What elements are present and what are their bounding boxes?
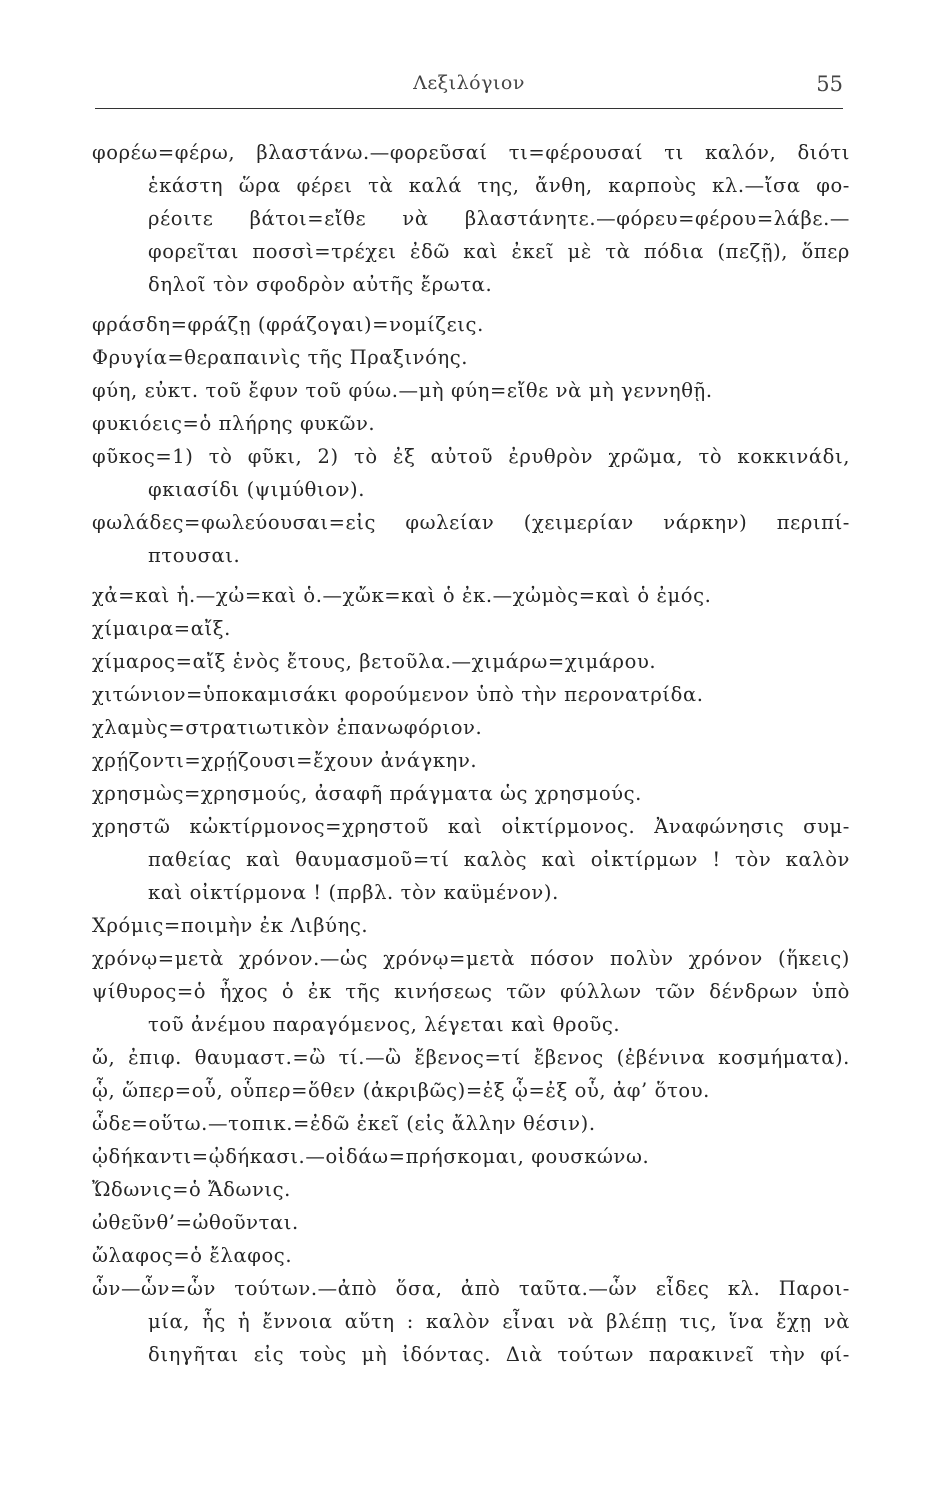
text-line: χρησμὼς=χρησμούς, ἀσαφῆ πράγματα ὡς χρησμούς. (92, 782, 642, 805)
text-line: φράσδη=φράζῃ (φράζογαι)=νομίζεις. (92, 313, 484, 336)
text-line: ᾠδήκαντι=ᾠδήκασι.—οἰδάω=πρήσκομαι, φουσκώνω. (92, 1145, 650, 1168)
text-line: ἑκάστη ὥρα φέρει τὰ καλά της, ἄνθη, καρποὺς κλ.—ἴσα φο- (148, 174, 850, 197)
text-line: πτουσαι. (148, 544, 241, 567)
text-line: διηγῆται εἰς τοὺς μὴ ἰδόντας. Διὰ τούτων παρακινεῖ τὴν φί- (148, 1343, 850, 1366)
text-line: ὠθεῦνθ’=ὠθοῦνται. (92, 1211, 299, 1234)
running-title: Λεξιλόγιον (413, 72, 525, 94)
text-line: φορέω=φέρω, βλαστάνω.—φορεῦσαί τι=φέρουσαί τι καλόν, διότι (92, 141, 850, 164)
text-line: ὤλαφος=ὁ ἔλαφος. (92, 1244, 293, 1267)
running-head (95, 72, 843, 109)
text-line: χιτώνιον=ὑποκαμισάκι φορούμενον ὑπὸ τὴν περονατρίδα. (92, 683, 704, 706)
text-line: Ὤδωνις=ὁ Ἄδωνις. (92, 1178, 291, 1201)
text-line: χίμαρος=αἴξ ἑνὸς ἔτους, βετοῦλα.—χιμάρω=χιμάρου. (92, 650, 657, 673)
text-line: χλαμὺς=στρατιωτικὸν ἐπανωφόριον. (92, 716, 483, 739)
text-line: ᾧ, ὥπερ=οὗ, οὗπερ=ὅθεν (ἀκριβῶς)=ἐξ ᾧ=ἐξ οὗ, ἀφ’ ὅτου. (92, 1079, 710, 1102)
text-line: δηλοῖ τὸν σφοδρὸν αὐτῆς ἔρωτα. (148, 273, 493, 296)
text-line: ὤ, ἐπιφ. θαυμαστ.=ὢ τί.—ὢ ἔβενος=τί ἔβενος (ἐβένινα κοσμήματα). (92, 1046, 850, 1069)
text-line: παθείας καὶ θαυμασμοῦ=τί καλὸς καὶ οἰκτίρμων ! τὸν καλὸν (148, 848, 850, 871)
text-line: χρηστῶ κὠκτίρμονος=χρηστοῦ καὶ οἰκτίρμονος. Ἀναφώνησις συμ- (92, 815, 850, 838)
text-line: χἀ=καὶ ἡ.—χὠ=καὶ ὁ.—χὤκ=καὶ ὁ ἐκ.—χὠμὸς=καὶ ὁ ἐμός. (92, 584, 712, 607)
text-line: φωλάδες=φωλεύουσαι=εἰς φωλείαν (χειμερίαν νάρκην) περιπί- (92, 511, 850, 534)
text-line: χρόνῳ=μετὰ χρόνον.—ὡς χρόνῳ=μετὰ πόσον πολὺν χρόνον (ἥκεις) (92, 947, 850, 970)
text-line: χρῄζοντι=χρῄζουσι=ἔχουν ἀνάγκην. (92, 749, 478, 772)
text-line: ρέοιτε βάτοι=εἴθε νὰ βλαστάνητε.—φόρευ=φέρου=λάβε.— (148, 207, 850, 230)
text-line: Χρόμις=ποιμὴν ἐκ Λιβύης. (92, 914, 369, 937)
text-line: καὶ οἰκτίρμονα ! (πρβλ. τὸν καϋμένον). (148, 881, 559, 904)
page-number: 55 (816, 72, 843, 96)
text-line: ὧν—ὧν=ὧν τούτων.—ἀπὸ ὅσα, ἀπὸ ταῦτα.—ὧν εἶδες κλ. Παροι- (92, 1277, 850, 1300)
text-line: τοῦ ἀνέμου παραγόμενος, λέγεται καὶ θροῦς. (148, 1013, 621, 1036)
text-line: φυκιόεις=ὁ πλήρης φυκῶν. (92, 412, 376, 435)
text-line: μία, ἧς ἡ ἔννοια αὕτη : καλὸν εἶναι νὰ βλέπῃ τις, ἵνα ἔχῃ νὰ (148, 1310, 850, 1333)
text-line: φκιασίδι (ψιμύθιον). (148, 478, 366, 501)
text-line: ψίθυρος=ὁ ἦχος ὁ ἐκ τῆς κινήσεως τῶν φύλλων τῶν δένδρων ὑπὸ (92, 980, 850, 1003)
text-line: χίμαιρα=αἴξ. (92, 617, 231, 640)
text-line: φύη, εὐκτ. τοῦ ἔφυν τοῦ φύω.—μὴ φύη=εἴθε νὰ μὴ γεννηθῇ. (92, 379, 713, 402)
text-line: ὧδε=οὕτω.—τοπικ.=ἐδῶ ἐκεῖ (εἰς ἄλλην θέσιν). (92, 1112, 596, 1135)
text-line: φορεῖται ποσσὶ=τρέχει ἐδῶ καὶ ἐκεῖ μὲ τὰ πόδια (πεζῇ), ὅπερ (148, 240, 850, 263)
text-line: φῦκος=1) τὸ φῦκι, 2) τὸ ἐξ αὐτοῦ ἐρυθρὸν χρῶμα, τὸ κοκκινάδι, (92, 445, 850, 468)
text-line: Φρυγία=θεραπαινὶς τῆς Πραξινόης. (92, 346, 469, 369)
